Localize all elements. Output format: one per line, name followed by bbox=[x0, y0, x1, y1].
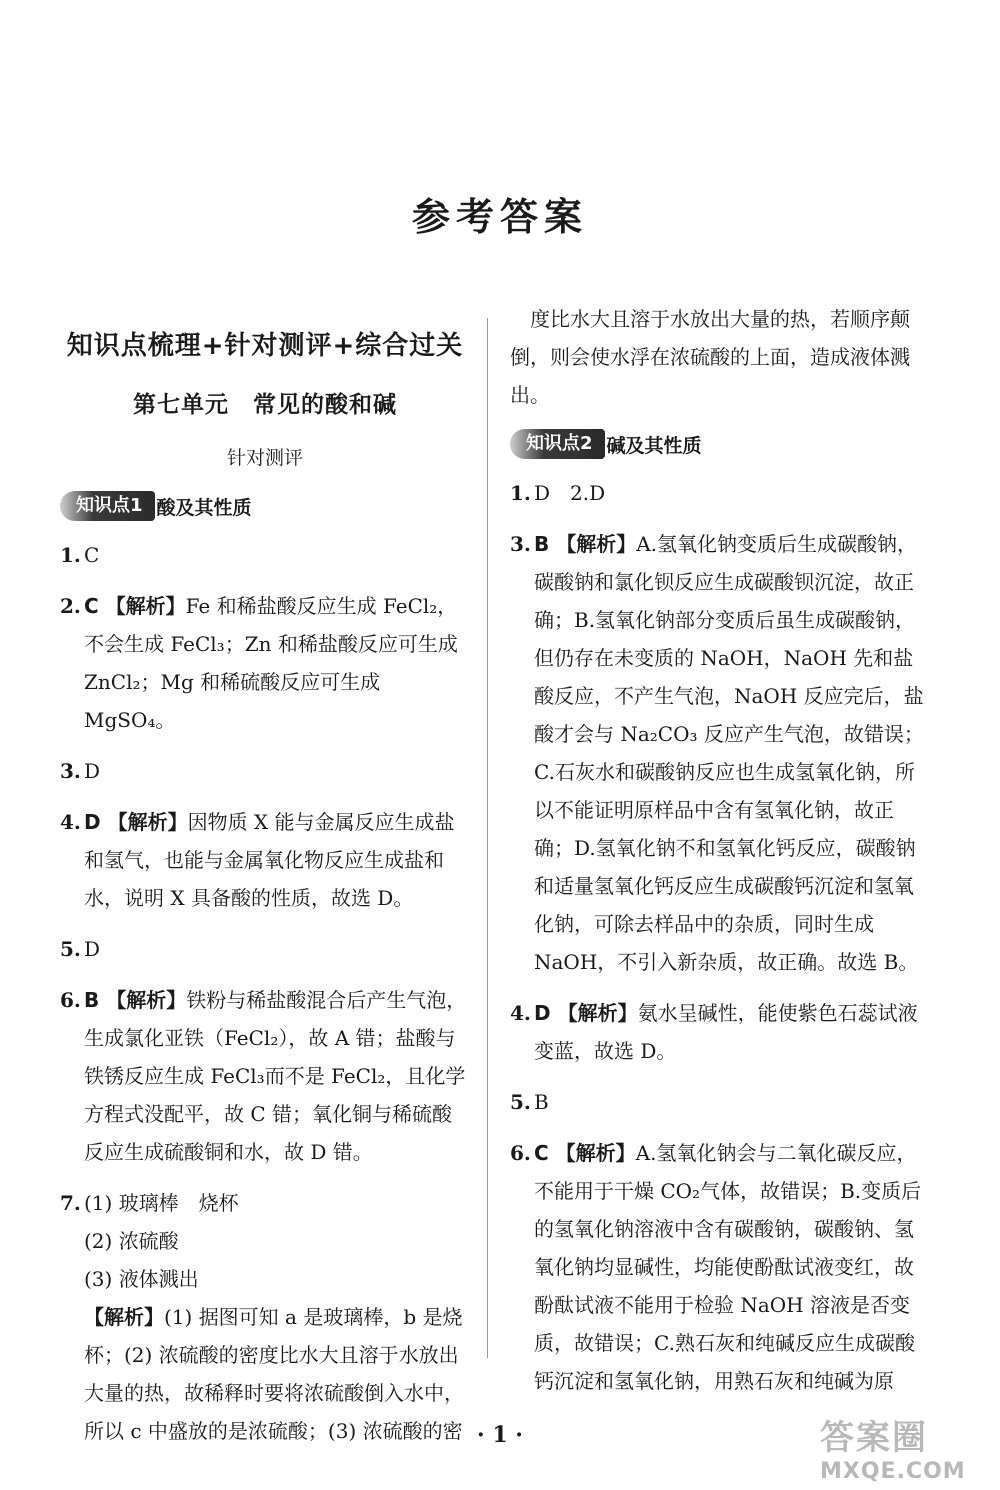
item-tag: B 【解析】 bbox=[534, 532, 637, 556]
answer-item bbox=[60, 752, 470, 790]
answer-item bbox=[60, 981, 470, 1171]
continued-text: 度比水大且溶于水放出大量的热，若顺序颠倒，则会使水浮在浓硫酸的上面，造成液体溅出。 bbox=[510, 307, 910, 407]
item-body bbox=[534, 994, 930, 1070]
item-body bbox=[84, 587, 470, 739]
watermark-bottom: MXQE.COM bbox=[820, 1459, 966, 1484]
item-text: B bbox=[534, 1090, 549, 1114]
item-text: A.氢氧化钠会与二氧化碳反应，不能用于干燥 CO₂气体，故错误；B.变质后的氢氧化钠溶液中含有碳酸钠，碳酸钠、氢氧化钠均显碱性，均能使酚酞试液变红，故酚酞试液不能用于检验 NaOH 溶液是否变质，故错误；C.熟石灰和纯碱反应生成碳酸钙沉淀和氢氧化钠，用熟石灰和纯碱为原 bbox=[534, 1141, 922, 1393]
right-column bbox=[510, 300, 930, 1413]
item-text: Fe 和稀盐酸反应生成 FeCl₂，不会生成 FeCl₃；Zn 和稀盐酸反应可生成 ZnCl₂；Mg 和稀硫酸反应可生成 MgSO₄。 bbox=[84, 594, 458, 732]
knowledge-point-badge: 知识点2 bbox=[510, 429, 605, 459]
answer-item bbox=[510, 474, 930, 512]
knowledge-point-1-header bbox=[60, 490, 470, 522]
answer-item bbox=[60, 803, 470, 917]
item-number: 4. bbox=[510, 1001, 531, 1025]
item-number: 1. bbox=[510, 481, 531, 505]
left-column bbox=[60, 325, 470, 1450]
item-text: (1) 据图可知 a 是玻璃棒，b 是烧杯；(2) 浓硫酸的密度比水大且溶于水放出大量的热，故稀释时要将浓硫酸倒入水中，所以 c 中盛放的是浓硫酸；(3) 浓硫酸的密 bbox=[84, 1305, 464, 1443]
item-number: 5. bbox=[510, 1090, 531, 1114]
section-heading: 知识点梳理+针对测评+综合过关 bbox=[66, 331, 464, 361]
item-number: 5. bbox=[60, 937, 81, 961]
answer-item-7 bbox=[60, 1184, 470, 1222]
knowledge-point-title: 碱及其性质 bbox=[606, 434, 702, 457]
answer-item bbox=[60, 930, 470, 968]
answer-item bbox=[510, 994, 930, 1070]
watermark-top: 答案圈 bbox=[820, 1418, 928, 1458]
item-number: 7. bbox=[60, 1191, 81, 1215]
item-number: 4. bbox=[60, 810, 81, 834]
item-body bbox=[84, 803, 470, 917]
item-number: 3. bbox=[510, 532, 531, 556]
column-divider bbox=[487, 318, 488, 1358]
item-text: D bbox=[84, 759, 101, 783]
page-number: · 1 · bbox=[477, 1422, 523, 1448]
answer-item bbox=[60, 536, 470, 574]
item-tag: D 【解析】 bbox=[84, 810, 188, 834]
item-number: 2. bbox=[60, 594, 81, 618]
knowledge-point-badge: 知识点1 bbox=[60, 491, 155, 521]
unit-title: 第七单元 常见的酸和碱 bbox=[133, 391, 397, 418]
item-text: A.氢氧化钠变质后生成碳酸钠，碳酸钠和氯化钡反应生成碳酸钡沉淀，故正确；B.氢氧化钠部分变质后虽生成碳酸钠，但仍存在未变质的 NaOH，NaOH 先和盐酸反应，不产生气泡，NaOH 反应完后，盐酸才会与 Na₂CO₃ 反应产生气泡，故错误；C.石灰水和碳酸钠反应也生成氢氧化钠，所以不能证明原样品中含有氢氧化钠，故正确；D.氢氧化钠不和氢氧化钙反应，碳酸钠和适量氢氧化钙反应生成碳酸钙沉淀和氢氧化钠，可除去样品中的杂质，同时生成 NaOH，不引入新杂质，故正确。故选 B。 bbox=[534, 532, 924, 974]
answer-item bbox=[510, 1134, 930, 1400]
item-text: 氨水呈碱性，能使紫色石蕊试液变蓝，故选 D。 bbox=[534, 1001, 918, 1063]
item-text: D 2.D bbox=[534, 481, 606, 505]
answer-item bbox=[510, 1083, 930, 1121]
page-title: 参考答案 bbox=[411, 195, 588, 239]
item-tag: B 【解析】 bbox=[84, 988, 187, 1012]
item-tag: D 【解析】 bbox=[534, 1001, 638, 1025]
item-number: 3. bbox=[60, 759, 81, 783]
item-text: 铁粉与稀盐酸混合后产生气泡，生成氯化亚铁（FeCl₂），故 A 错；盐酸与铁锈反应生成 FeCl₃而不是 FeCl₂，且化学方程式没配平，故 C 错；氧化铜与稀硫酸反应生成硫酸铜和水，故 D 错。 bbox=[84, 988, 467, 1164]
item-number: 1. bbox=[60, 543, 81, 567]
item-part: (2) 浓硫酸 bbox=[84, 1229, 179, 1253]
item-text: D bbox=[84, 937, 101, 961]
item-part: (1) 玻璃棒 烧杯 bbox=[84, 1191, 239, 1215]
item-number: 6. bbox=[60, 988, 81, 1012]
item-tag: 【解析】 bbox=[84, 1305, 164, 1329]
knowledge-point-title: 酸及其性质 bbox=[156, 496, 252, 519]
sub-heading: 针对测评 bbox=[226, 447, 303, 469]
item-text: 因物质 X 能与金属反应生成盐和氢气，也能与金属氧化物反应生成盐和水，说明 X 具备酸的性质，故选 D。 bbox=[84, 810, 455, 910]
item-part: (3) 液体溅出 bbox=[84, 1267, 199, 1291]
item-tag: C 【解析】 bbox=[84, 594, 186, 618]
item-body bbox=[84, 981, 470, 1171]
knowledge-point-2-header bbox=[510, 428, 930, 460]
item-tag: C 【解析】 bbox=[534, 1141, 636, 1165]
answer-item bbox=[60, 587, 470, 739]
answer-item bbox=[510, 525, 930, 981]
item-body bbox=[534, 525, 930, 981]
item-number: 6. bbox=[510, 1141, 531, 1165]
item-text: C bbox=[84, 543, 100, 567]
watermark-logo bbox=[820, 1410, 985, 1485]
item-body bbox=[534, 1134, 930, 1400]
